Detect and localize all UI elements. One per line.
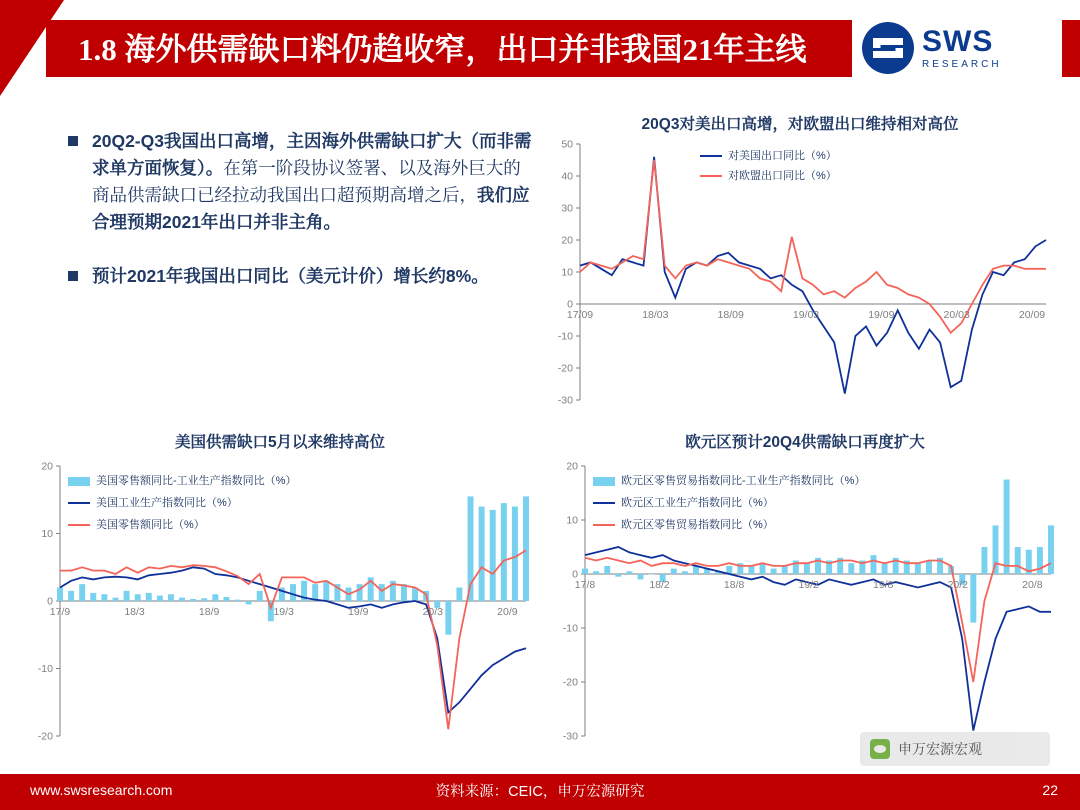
svg-text:40: 40 <box>561 170 573 183</box>
svg-text:30: 30 <box>561 202 573 215</box>
svg-text:-20: -20 <box>37 730 53 743</box>
sws-logo-icon <box>862 22 914 74</box>
svg-text:19/9: 19/9 <box>348 606 369 618</box>
svg-text:0: 0 <box>572 568 578 581</box>
bullet-square-icon <box>68 271 78 281</box>
sws-logo-sub: RESEARCH <box>922 58 1002 70</box>
chart-export-canvas <box>540 134 1060 424</box>
wechat-icon <box>870 739 890 759</box>
bullet-square-icon <box>68 136 78 146</box>
svg-text:19/8: 19/8 <box>873 579 894 591</box>
svg-text:20/09: 20/09 <box>1018 309 1046 321</box>
svg-text:欧元区零售贸易指数同比-工业生产指数同比（%）: 欧元区零售贸易指数同比-工业生产指数同比（%） <box>621 475 866 487</box>
chart-us-title: 美国供需缺口5月以来维持高位 <box>174 434 386 451</box>
svg-text:10: 10 <box>566 514 578 527</box>
bullet-list <box>68 128 538 316</box>
svg-text:0: 0 <box>567 298 573 311</box>
svg-text:-10: -10 <box>557 330 573 343</box>
svg-text:欧元区零售贸易指数同比（%）: 欧元区零售贸易指数同比（%） <box>621 519 774 531</box>
bullet-text <box>92 128 538 237</box>
svg-text:-10: -10 <box>37 663 53 675</box>
sws-logo <box>852 14 1062 82</box>
svg-text:0: 0 <box>47 595 53 608</box>
sws-logo-main: SWS <box>922 24 994 58</box>
svg-text:19/2: 19/2 <box>798 579 819 591</box>
svg-text:-30: -30 <box>557 394 573 407</box>
bullet-normal: 在第一阶段协议签署、以及海外巨大的商品供需缺口已经拉动我国出口超预期高增之后， <box>92 158 521 206</box>
svg-text:20/2: 20/2 <box>947 579 969 591</box>
chart-export <box>540 112 1060 432</box>
svg-text:18/9: 18/9 <box>198 606 220 618</box>
svg-text:18/2: 18/2 <box>649 579 670 591</box>
svg-text:19/03: 19/03 <box>792 309 820 321</box>
svg-text:对美国出口同比（%）: 对美国出口同比（%） <box>728 150 837 162</box>
slide-footer <box>0 774 1080 810</box>
slide-header <box>0 0 1080 96</box>
svg-text:20: 20 <box>41 460 53 473</box>
svg-text:18/09: 18/09 <box>717 309 744 321</box>
svg-text:17/9: 17/9 <box>49 606 71 618</box>
svg-text:-20: -20 <box>557 362 573 375</box>
svg-text:美国零售额同比-工业生产指数同比（%）: 美国零售额同比-工业生产指数同比（%） <box>96 475 297 487</box>
svg-text:18/3: 18/3 <box>124 606 145 618</box>
svg-text:美国零售额同比（%）: 美国零售额同比（%） <box>96 519 205 531</box>
svg-text:19/3: 19/3 <box>273 606 294 618</box>
site-url: www.swsresearch.com <box>30 782 173 798</box>
svg-text:20/8: 20/8 <box>1022 579 1043 591</box>
wechat-badge <box>860 732 1050 766</box>
page-number: 22 <box>1042 782 1058 798</box>
svg-text:10: 10 <box>41 528 53 540</box>
svg-text:-30: -30 <box>562 730 578 743</box>
svg-text:19/09: 19/09 <box>868 309 895 321</box>
svg-text:17/8: 17/8 <box>574 579 596 591</box>
chart-eu-title: 欧元区预计20Q4供需缺口再度扩大 <box>685 434 925 451</box>
svg-text:美国工业生产指数同比（%）: 美国工业生产指数同比（%） <box>96 497 238 509</box>
chart-eu-canvas <box>545 452 1065 762</box>
chart-export-title: 20Q3对美出口高增，对欧盟出口维持相对高位 <box>641 116 959 133</box>
svg-text:对欧盟出口同比（%）: 对欧盟出口同比（%） <box>728 170 837 182</box>
wechat-label: 申万宏源宏观 <box>898 741 982 757</box>
chart-eu <box>545 430 1065 770</box>
list-item <box>68 263 538 290</box>
svg-text:-10: -10 <box>562 622 578 635</box>
bullet-tail: 我们应合理预期2021年出口并非主角。 <box>92 185 530 233</box>
page-title: 1.8 海外供需缺口料仍趋收窄，出口并非我国21年主线 <box>78 32 807 67</box>
header-corner-shape <box>0 0 64 96</box>
svg-text:17/09: 17/09 <box>566 309 594 321</box>
svg-text:20: 20 <box>566 460 578 473</box>
svg-text:18/8: 18/8 <box>723 579 745 591</box>
bullet-lead: 20Q2-Q3我国出口高增，主因海外供需缺口扩大（而非需求单方面恢复）。 <box>92 131 532 179</box>
list-item <box>68 128 538 237</box>
svg-text:欧元区工业生产指数同比（%）: 欧元区工业生产指数同比（%） <box>621 497 774 509</box>
chart-us <box>20 430 540 770</box>
svg-text:-20: -20 <box>562 676 578 689</box>
bullet-lead: 预计2021年我国出口同比（美元计价）增长约8%。 <box>92 265 489 286</box>
svg-text:20: 20 <box>561 234 573 247</box>
source-text: 资料来源：CEIC，申万宏源研究 <box>435 784 645 800</box>
chart-us-canvas <box>20 452 540 762</box>
svg-text:20/9: 20/9 <box>497 606 518 618</box>
svg-text:18/03: 18/03 <box>642 309 669 321</box>
svg-text:20/03: 20/03 <box>943 309 970 321</box>
svg-text:10: 10 <box>561 266 573 279</box>
svg-text:20/3: 20/3 <box>422 606 444 618</box>
svg-text:50: 50 <box>561 138 573 151</box>
bullet-text <box>92 263 489 290</box>
